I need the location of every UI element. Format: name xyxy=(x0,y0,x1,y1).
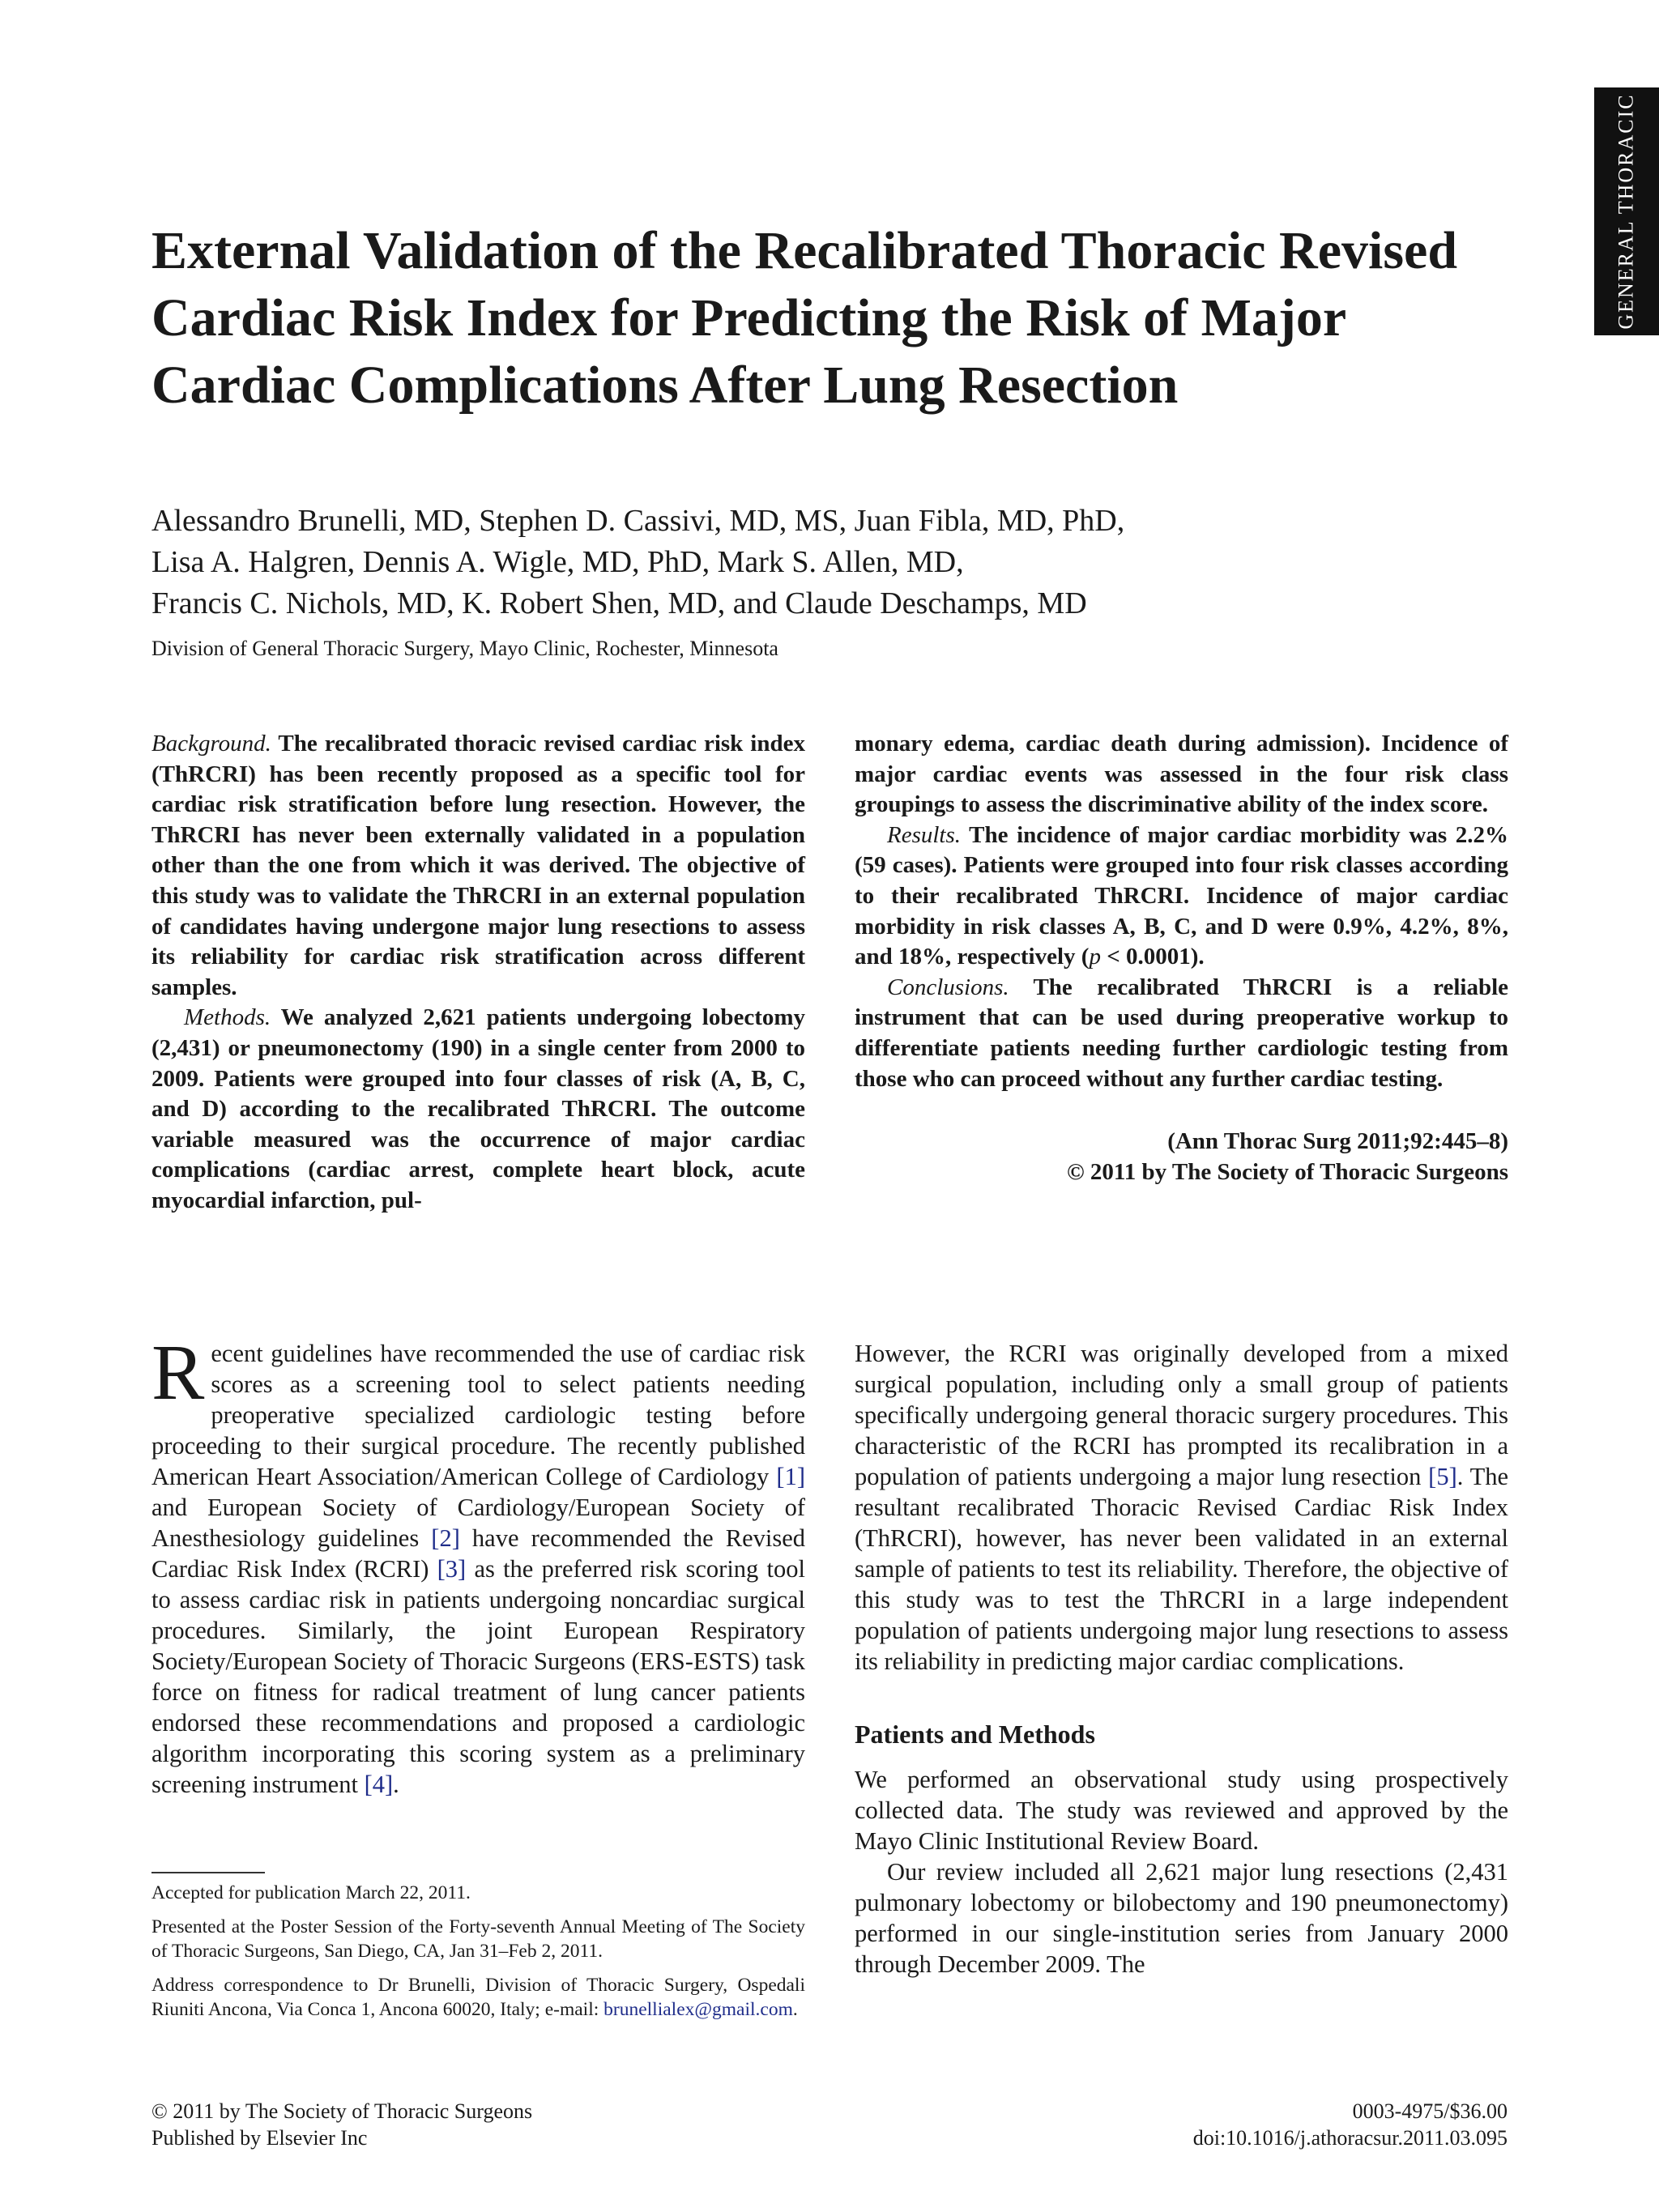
methods-paragraph: Our review included all 2,621 major lung resections (2,431 pulmonary lobectomy or bilobectomy and 190 pneumonectomy) performed in our single-institution series from January 2000 through December 2009. The xyxy=(855,1858,1508,1978)
reference-link[interactable]: [1] xyxy=(776,1463,805,1490)
footnote-address-end: . xyxy=(792,1999,798,2020)
methods-paragraph: We performed an observational study using prospectively collected data. The study was reviewed and approved by the Mayo Clinic Institutional Review Board. xyxy=(855,1766,1508,1855)
abstract-methods-text: We analyzed 2,621 patients undergoing lobectomy (2,431) or pneumonectomy (190) in a single center from 2000 to 2009. Patients were grouped into four classes of risk (A, B, C, and D) according to the recalibrated ThRCRI. The outcome variable measured was the occurrence of major cardiac complications (cardiac arrest, complete heart block, acute myocardial infarction, pul- xyxy=(151,1004,806,1213)
author-line: Alessandro Brunelli, MD, Stephen D. Cassivi, MD, MS, Juan Fibla, MD, PhD, xyxy=(151,504,1125,538)
body-left-column xyxy=(151,1329,805,1800)
intro-text: However, the RCRI was originally developed from a mixed surgical population, including only a small group of patients specifically undergoing general thoracic surgery procedures. This characteristic of the RCRI has prompted its recalibration in a population of patients undergoing a major lung resection xyxy=(855,1340,1508,1490)
author-line: Lisa A. Halgren, Dennis A. Wigle, MD, PhD, Mark S. Allen, MD, xyxy=(151,545,964,579)
article-title: External Validation of the Recalibrated Thoracic Revised Cardiac Risk Index for Predicting the Risk of Major Cardiac Complications After Lung Resection xyxy=(151,221,1458,415)
footnotes xyxy=(151,1881,805,2031)
intro-paragraph xyxy=(151,1329,805,1800)
page-footer-right xyxy=(1193,2098,1508,2151)
abstract-copyright: © 2011 by The Society of Thoracic Surgeons xyxy=(1066,1158,1508,1185)
footnote-divider xyxy=(151,1872,265,1873)
intro-paragraph-continued xyxy=(855,1338,1508,1677)
section-tab-label: GENERAL THORACIC xyxy=(1614,93,1638,330)
reference-link[interactable]: [3] xyxy=(437,1555,467,1583)
intro-text: have recommended the Revised Cardiac Risk Index (RCRI) xyxy=(151,1524,805,1583)
journal-citation xyxy=(855,1127,1508,1187)
footer-copyright: © 2011 by The Society of Thoracic Surgeons xyxy=(151,2099,533,2123)
email-link[interactable]: brunellialex@gmail.com xyxy=(603,1999,793,2020)
footer-doi[interactable]: doi:10.1016/j.athoracsur.2011.03.095 xyxy=(1192,2126,1508,2150)
abstract-background-label: Background. xyxy=(151,731,271,757)
footnote-accepted: Accepted for publication March 22, 2011. xyxy=(151,1882,471,1903)
page-footer-left xyxy=(151,2098,532,2151)
footnote-address-text: Address correspondence to Dr Brunelli, Division of Thoracic Surgery, Ospedali Riuniti Ancona, Via Conca 1, Ancona 60020, Italy; e-mail: xyxy=(151,1975,805,2020)
abstract-conclusions-label: Conclusions. xyxy=(887,974,1009,1000)
intro-text: ecent guidelines have recommended the use of cardiac risk scores as a screening tool to select patients needing preoperative specialized cardiologic testing before proceeding to their surgical procedure. The recently published American Heart Association/American College of Cardiology xyxy=(151,1340,805,1490)
abstract-methods-continued: monary edema, cardiac death during admission). Incidence of major cardiac events was assessed in the four risk class groupings to assess the discriminative ability of the index score. xyxy=(855,731,1508,818)
footer-issn: 0003-4975/$36.00 xyxy=(1352,2099,1508,2123)
reference-link[interactable]: [2] xyxy=(431,1524,460,1552)
author-list xyxy=(151,501,1529,624)
body-right-column xyxy=(855,1338,1508,1980)
abstract-results-p: p xyxy=(1089,944,1101,970)
footnote-address xyxy=(151,1973,805,2022)
abstract-methods-label: Methods. xyxy=(184,1004,271,1031)
author-line: Francis C. Nichols, MD, K. Robert Shen, MD, and Claude Deschamps, MD xyxy=(151,586,1087,620)
abstract-background-text: The recalibrated thoracic revised cardiac risk index (ThRCRI) has been recently proposed as a specific tool for cardiac risk stratification before lung resection. However, the ThRCRI has never been externally validated in a population other than the one from which it was derived. The objective of this study was to validate the ThRCRI in an external population of candidates having undergone major lung resections to assess its reliability for cardiac risk stratification across different samples. xyxy=(151,731,805,1000)
footnote-presented: Presented at the Poster Session of the Forty-seventh Annual Meeting of The Society of Thoracic Surgeons, San Diego, CA, Jan 31–Feb 2, 2011. xyxy=(151,1916,805,1962)
section-heading: Patients and Methods xyxy=(855,1720,1095,1749)
abstract-results-text: The incidence of major cardiac morbidity was 2.2% (59 cases). Patients were grouped into four risk classes according to their recalibrated ThRCRI. Incidence of major cardiac morbidity in risk classes A, B, C, and D were 0.9%, 4.2%, 8%, and 18%, respectively ( xyxy=(855,821,1508,970)
abstract-conclusions-text: The recalibrated ThRCRI is a reliable instrument that can be used during preoperative workup to differentiate patients needing further cardiologic testing from those who can proceed without any further cardiac testing. xyxy=(855,974,1509,1092)
abstract-results-label: Results. xyxy=(887,821,962,848)
affiliation: Division of General Thoracic Surgery, Mayo Clinic, Rochester, Minnesota xyxy=(151,637,778,660)
abstract-results-end: < 0.0001). xyxy=(1100,944,1205,970)
intro-text: . xyxy=(393,1771,399,1798)
footer-publisher: Published by Elsevier Inc xyxy=(151,2126,368,2150)
abstract-left-column xyxy=(151,729,805,1217)
reference-link[interactable]: [5] xyxy=(1428,1463,1457,1490)
intro-text: . The resultant recalibrated Thoracic Revised Cardiac Risk Index (ThRCRI), however, has never been validated in an external sample of patients to test its reliability. Therefore, the objective of this study was to test the ThRCRI in a large independent population of patients undergoing major lung resections to assess its reliability in predicting major cardiac complications. xyxy=(855,1463,1509,1675)
drop-cap: R xyxy=(151,1329,205,1417)
reference-link[interactable]: [4] xyxy=(364,1771,394,1798)
intro-text: as the preferred risk scoring tool to assess cardiac risk in patients undergoing noncardiac surgical procedures. Similarly, the joint European Respiratory Society/European Society of Thoracic Surgeons (ERS-ESTS) task force on fitness for radical treatment of lung cancer patients endorsed these recommendations and proposed a cardiologic algorithm incorporating this scoring system as a preliminary screening instrument xyxy=(151,1555,805,1798)
section-tab xyxy=(1594,87,1659,335)
abstract-right-column xyxy=(855,729,1508,1187)
intro-text: and European Society of Cardiology/European Society of Anesthesiology guidelines xyxy=(151,1494,805,1552)
citation-text: (Ann Thorac Surg 2011;92:445–8) xyxy=(1167,1128,1508,1155)
